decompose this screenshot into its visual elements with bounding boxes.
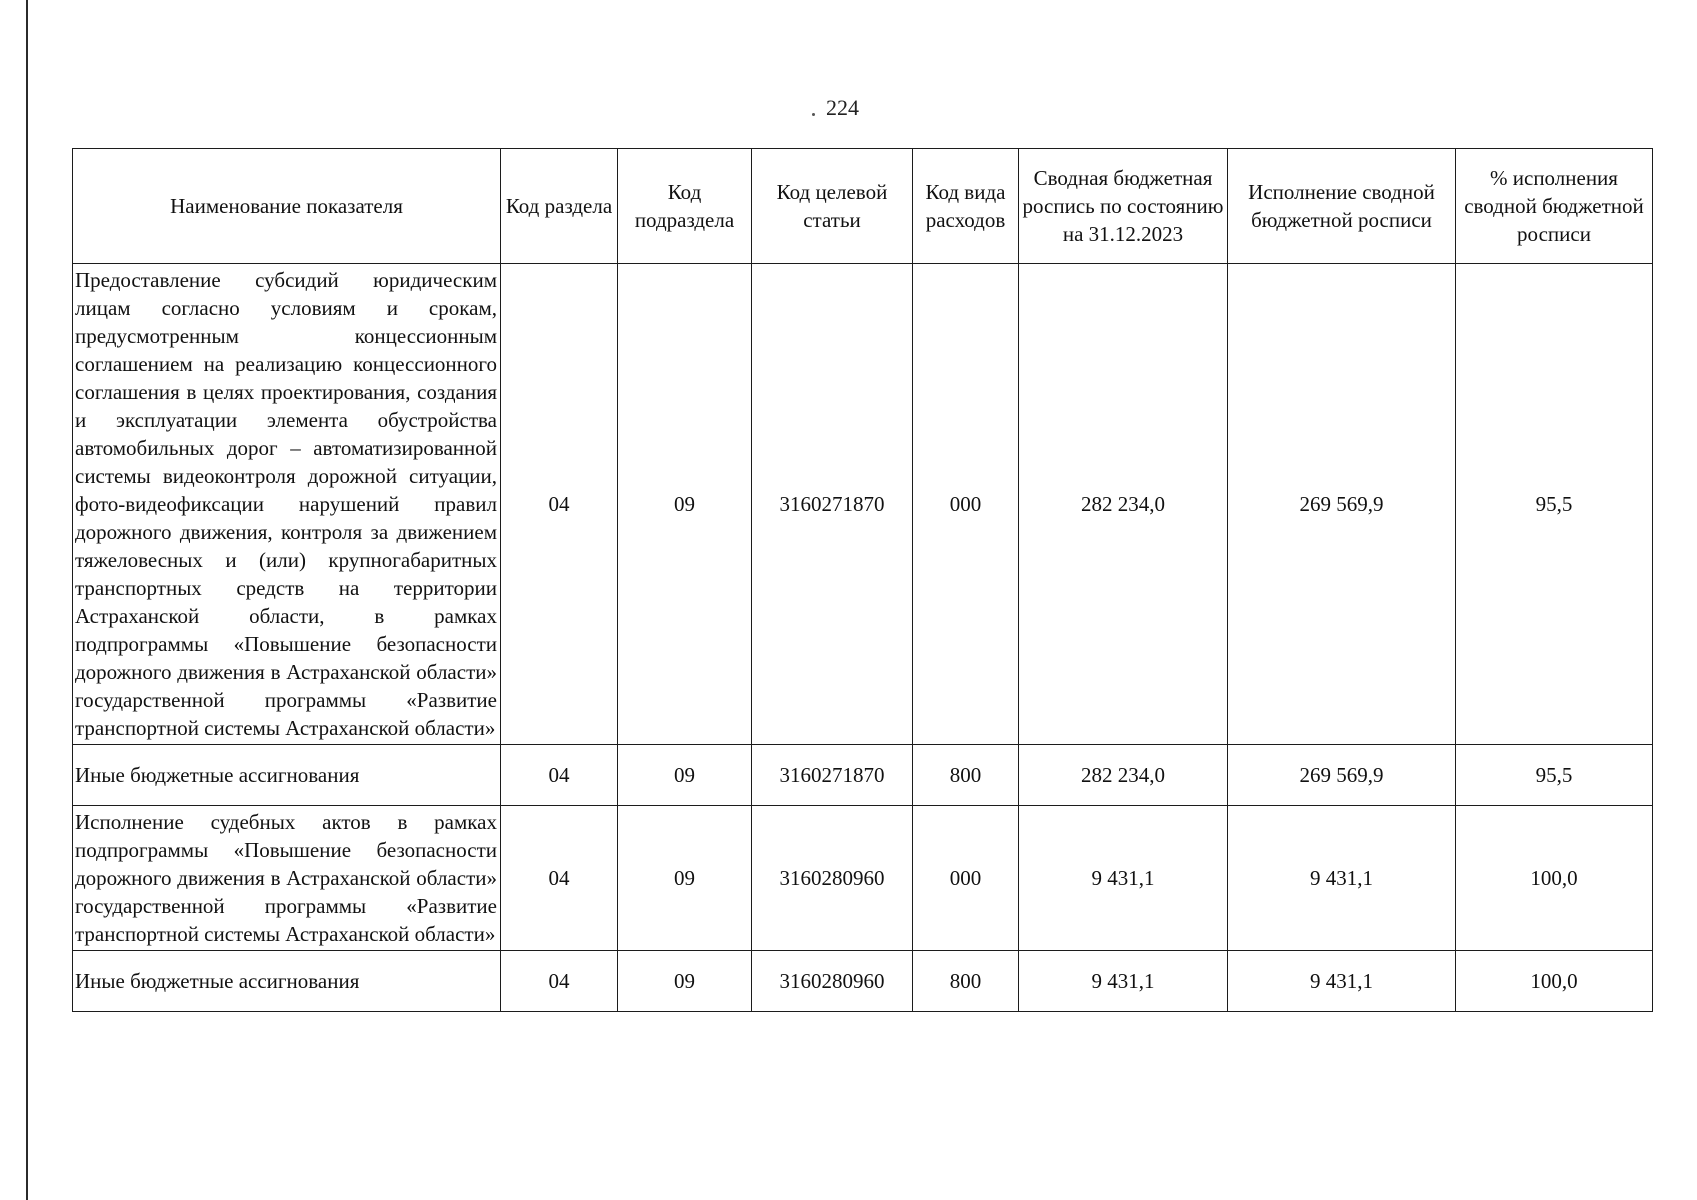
row-execution-percent: 100,0 — [1456, 951, 1653, 1012]
page-number: 224 — [826, 95, 859, 120]
row-budget-list-value: 282 234,0 — [1019, 745, 1228, 806]
scan-speck — [812, 113, 815, 116]
budget-execution-table — [72, 148, 1653, 1012]
header-subsection-code: Код подраздела — [618, 149, 752, 264]
row-target-article-code: 3160271870 — [752, 745, 913, 806]
header-target-article-code: Код целевой статьи — [752, 149, 913, 264]
row-budget-list-value: 282 234,0 — [1019, 264, 1228, 745]
row-target-article-code: 3160280960 — [752, 951, 913, 1012]
header-expense-type-code: Код вида расходов — [913, 149, 1019, 264]
table-row — [73, 264, 1653, 745]
row-target-article-code: 3160280960 — [752, 806, 913, 951]
header-indicator-name: Наименование показателя — [73, 149, 501, 264]
binding-edge-line — [26, 0, 28, 1200]
row-execution-value: 269 569,9 — [1228, 264, 1456, 745]
row-section-code: 04 — [501, 264, 618, 745]
row-expense-type-code: 800 — [913, 745, 1019, 806]
row-budget-list-value: 9 431,1 — [1019, 806, 1228, 951]
row-execution-percent: 100,0 — [1456, 806, 1653, 951]
row-indicator-name: Иные бюджетные ассигнования — [73, 951, 501, 1012]
row-execution-percent: 95,5 — [1456, 264, 1653, 745]
header-section-code: Код раздела — [501, 149, 618, 264]
header-execution-percent: % исполнения сводной бюджетной росписи — [1456, 149, 1653, 264]
table-header-row — [73, 149, 1653, 264]
row-budget-list-value: 9 431,1 — [1019, 951, 1228, 1012]
row-execution-percent: 95,5 — [1456, 745, 1653, 806]
row-execution-value: 9 431,1 — [1228, 951, 1456, 1012]
row-subsection-code: 09 — [618, 745, 752, 806]
row-indicator-name: Иные бюджетные ассигнования — [73, 745, 501, 806]
row-target-article-code: 3160271870 — [752, 264, 913, 745]
row-expense-type-code: 000 — [913, 806, 1019, 951]
row-subsection-code: 09 — [618, 806, 752, 951]
row-expense-type-code: 800 — [913, 951, 1019, 1012]
table-row — [73, 806, 1653, 951]
row-execution-value: 269 569,9 — [1228, 745, 1456, 806]
row-section-code: 04 — [501, 745, 618, 806]
table-row — [73, 745, 1653, 806]
row-section-code: 04 — [501, 806, 618, 951]
row-subsection-code: 09 — [618, 951, 752, 1012]
header-execution: Исполнение сводной бюджетной росписи — [1228, 149, 1456, 264]
row-subsection-code: 09 — [618, 264, 752, 745]
row-indicator-name: Исполнение судебных актов в рамках подпрограммы «Повышение безопасности дорожного движения в Астраханской области» государственной программы «Развитие транспортной системы Астраханской области» — [73, 806, 501, 951]
header-budget-list: Сводная бюджетная роспись по состоянию на 31.12.2023 — [1019, 149, 1228, 264]
row-expense-type-code: 000 — [913, 264, 1019, 745]
row-section-code: 04 — [501, 951, 618, 1012]
table-row — [73, 951, 1653, 1012]
row-indicator-name: Предоставление субсидий юридическим лицам согласно условиям и срокам, предусмотренным концессионным соглашением на реализацию концессионного соглашения в целях проектирования, создания и эксплуатации элемента обустройства автомобильных дорог – автоматизированной системы видеоконтроля дорожной ситуации, фото-видеофиксации нарушений правил дорожного движения, контроля за движением тяжеловесных и (или) крупногабаритных транспортных средств на территории Астраханской области, в рамках подпрограммы «Повышение безопасности дорожного движения в Астраханской области» государственной программы «Развитие транспортной системы Астраханской области» — [73, 264, 501, 745]
row-execution-value: 9 431,1 — [1228, 806, 1456, 951]
